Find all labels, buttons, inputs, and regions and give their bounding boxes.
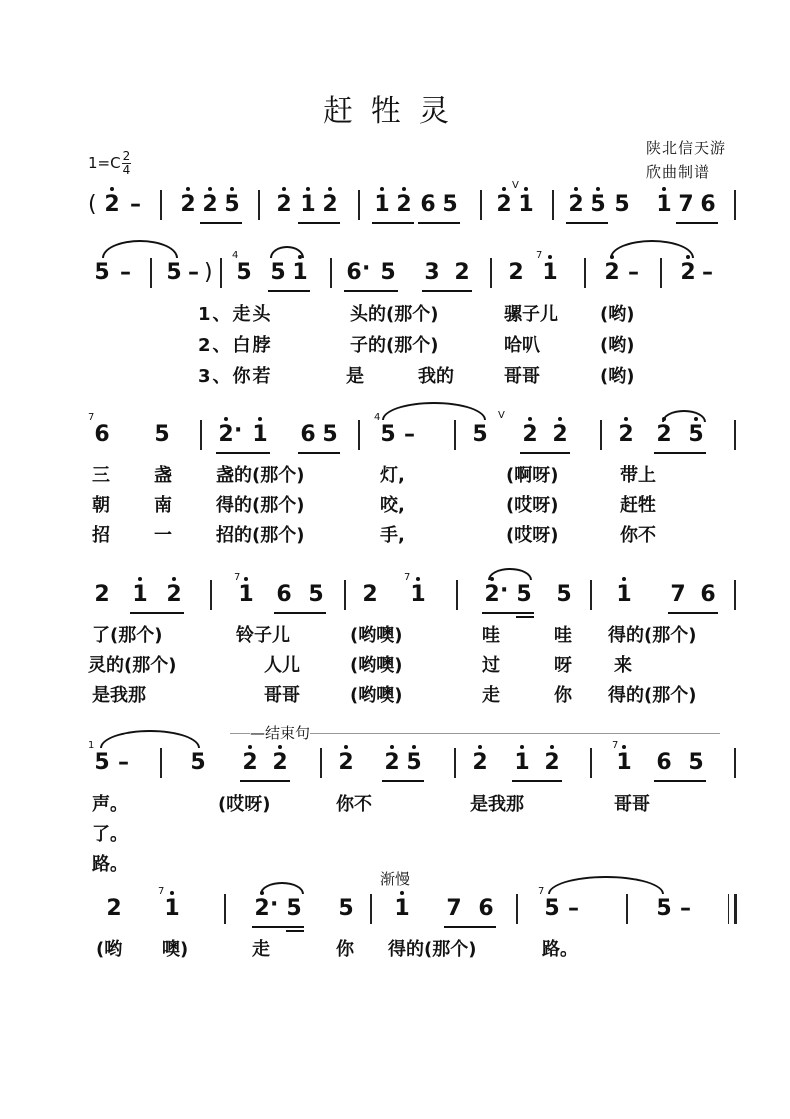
- note: 5: [688, 750, 704, 775]
- lyric: 3、你若: [198, 366, 273, 387]
- breath-mark: V: [498, 410, 505, 421]
- tie-slur: [548, 876, 664, 894]
- lyric: 咬,: [380, 495, 405, 516]
- tie-slur: [610, 240, 694, 258]
- barline: [590, 748, 592, 778]
- note: 2: [470, 750, 490, 776]
- arranger-credit: 欣曲制谱: [646, 163, 711, 181]
- grace-note: 4: [374, 412, 381, 423]
- grace-note: 4: [232, 250, 239, 261]
- barline: [370, 894, 372, 924]
- note: 5: [380, 260, 396, 285]
- lyric: 三: [92, 465, 110, 486]
- lyric: 铃子儿: [236, 625, 290, 646]
- note: 5: [686, 422, 706, 448]
- barline: [320, 748, 322, 778]
- lyric: 盏: [154, 465, 172, 486]
- lyric: (啊呀): [506, 465, 559, 486]
- note: 6: [478, 896, 494, 921]
- note: 1: [162, 896, 182, 922]
- lyric-line-10: [88, 935, 738, 959]
- lyric: 1、走头: [198, 304, 273, 325]
- lyric: 路。: [542, 939, 578, 960]
- lyric: 是我那: [470, 794, 524, 815]
- barline: [490, 258, 492, 288]
- note: 2: [508, 260, 524, 285]
- lyric: 得的(那个): [388, 939, 477, 960]
- notation-row-3: [88, 410, 738, 458]
- note: 2: [336, 750, 356, 776]
- grace-note: 7: [88, 412, 95, 423]
- dot: ·: [362, 256, 371, 281]
- note: 1: [130, 582, 150, 608]
- key-label: 1=C: [88, 154, 121, 172]
- barline: [590, 580, 592, 610]
- note: 6: [656, 750, 672, 775]
- lyric: 你: [554, 685, 572, 706]
- time-numerator: 2: [122, 149, 131, 163]
- verse-line-3: [88, 362, 738, 386]
- dot: ·: [500, 578, 509, 603]
- note: 2: [94, 582, 110, 607]
- barline: [626, 894, 628, 924]
- dash: –: [120, 260, 131, 285]
- barline: [516, 894, 518, 924]
- note: 5: [588, 192, 608, 218]
- lyric: 手,: [380, 525, 405, 546]
- lyric: 招: [92, 525, 110, 546]
- beam-2: [286, 930, 304, 932]
- barline: [728, 894, 729, 924]
- note: 6: [700, 192, 716, 217]
- lyric: (哟噢): [350, 685, 403, 706]
- lyric-line-6: [88, 681, 738, 705]
- barline: [200, 420, 202, 450]
- lyric: 带上: [620, 465, 656, 486]
- note: 1: [654, 192, 674, 218]
- note: 5: [94, 750, 110, 775]
- note: 2: [482, 582, 502, 608]
- lyric: 呀: [554, 655, 572, 676]
- note: 2: [616, 422, 636, 448]
- barline: [454, 748, 456, 778]
- note: 2: [240, 750, 260, 776]
- lyric: 得的(那个): [608, 625, 697, 646]
- note: 1: [614, 582, 634, 608]
- barline: [480, 190, 482, 220]
- note: 3: [424, 260, 440, 285]
- note: 2: [252, 896, 272, 922]
- beam: [654, 780, 706, 782]
- grace-note: 1: [88, 740, 95, 751]
- tie-slur: [382, 402, 486, 420]
- note: 2: [550, 422, 570, 448]
- barline: [224, 894, 226, 924]
- lyric: 头的(那个): [350, 304, 439, 325]
- lyric: 南: [154, 495, 172, 516]
- note: 2: [602, 260, 622, 286]
- beam: [512, 780, 562, 782]
- lyric: 灯,: [380, 465, 405, 486]
- note: 7: [670, 582, 686, 607]
- note: 2: [494, 192, 514, 218]
- note: 5: [190, 750, 206, 775]
- beam: [252, 926, 304, 928]
- lyric: 路。: [92, 854, 128, 875]
- note: 2: [216, 422, 236, 448]
- beam: [130, 612, 184, 614]
- tie-slur: [260, 882, 304, 894]
- lyric: (哟: [96, 939, 123, 960]
- notation-row-5: [88, 740, 738, 786]
- lyric: 了。: [92, 824, 128, 845]
- grace-note: 7: [612, 740, 619, 751]
- lyric: (哎呀): [218, 794, 271, 815]
- lyric-line-4: [88, 621, 738, 645]
- dash: –: [118, 750, 129, 775]
- barline: [160, 748, 162, 778]
- note: 1: [512, 750, 532, 776]
- lyric: 哥哥: [614, 794, 650, 815]
- lyric: 你: [336, 939, 354, 960]
- paren-close: ): [204, 260, 213, 285]
- note: 2: [654, 422, 674, 448]
- lyric-line-7: [88, 790, 738, 814]
- note: 2: [164, 582, 184, 608]
- barline: [660, 258, 662, 288]
- note: 5: [322, 422, 338, 447]
- beam: [676, 222, 718, 224]
- note: 1: [540, 260, 560, 286]
- beam: [520, 452, 570, 454]
- note: 1: [614, 750, 634, 776]
- verse-line-2: [88, 331, 738, 355]
- note: 5: [270, 260, 286, 285]
- lyric-line-5: [88, 651, 738, 675]
- song-title: 赶牲灵: [323, 94, 467, 129]
- lyric-line-8: [88, 820, 738, 844]
- beam: [668, 612, 718, 614]
- dash: –: [188, 260, 199, 285]
- lyric: 噢): [162, 939, 189, 960]
- lyric: 是: [346, 366, 364, 387]
- dash: –: [130, 192, 141, 217]
- grace-note: 7: [234, 572, 241, 583]
- dash: –: [628, 260, 639, 285]
- note: 5: [556, 582, 572, 607]
- lyric: 得的(那个): [216, 495, 305, 516]
- lyric: 赶牲: [620, 495, 656, 516]
- note: 6: [300, 422, 316, 447]
- key-signature: [88, 150, 131, 177]
- note: 5: [614, 192, 630, 217]
- grace-note: 7: [536, 250, 543, 261]
- note: 2: [454, 260, 470, 285]
- lyric: 哥哥: [504, 366, 540, 387]
- tempo-mark: 渐慢: [380, 870, 411, 888]
- barline: [734, 190, 736, 220]
- origin-credit: 陕北信天游: [646, 139, 727, 157]
- tie-slur: [662, 410, 706, 422]
- lyric: 声。: [92, 794, 128, 815]
- beam: [240, 780, 290, 782]
- lyric: (哟噢): [350, 625, 403, 646]
- dash: –: [680, 896, 691, 921]
- dot: ·: [234, 418, 243, 443]
- lyric: (哎呀): [506, 525, 559, 546]
- note: 5: [222, 192, 242, 218]
- barline: [160, 190, 162, 220]
- note: 2: [362, 582, 378, 607]
- beam: [298, 222, 340, 224]
- breath-mark: V: [512, 180, 519, 191]
- beam: [382, 780, 424, 782]
- note: 5: [286, 896, 302, 921]
- barline: [600, 420, 602, 450]
- beam: [482, 612, 534, 614]
- beam: [654, 452, 706, 454]
- lyric: (哟): [600, 335, 635, 356]
- lyric: 哈叭: [504, 335, 540, 356]
- verse-line-1: [88, 300, 738, 324]
- lyric: 是我那: [92, 685, 146, 706]
- lyric-line-9: [88, 850, 738, 874]
- note: 2: [678, 260, 698, 286]
- note: 2: [106, 896, 122, 921]
- barline: [344, 580, 346, 610]
- beam: [298, 452, 340, 454]
- ending-label: —结束句: [250, 724, 311, 742]
- lyric: (哟): [600, 366, 635, 387]
- note: 5: [656, 896, 672, 921]
- beam: [216, 452, 270, 454]
- tie-slur: [488, 568, 532, 580]
- beam-2: [516, 616, 534, 618]
- lyric: 哇: [482, 625, 500, 646]
- beam: [422, 290, 472, 292]
- lyric-line-1: [88, 461, 738, 485]
- lyric-line-3: [88, 521, 738, 545]
- note: 1: [516, 192, 536, 218]
- paren-open: (: [88, 192, 97, 217]
- grace-note: 7: [158, 886, 165, 897]
- time-signature: [122, 150, 132, 177]
- lyric: 我的: [418, 366, 454, 387]
- grace-note: 7: [404, 572, 411, 583]
- note: 6: [420, 192, 436, 217]
- lyric: 2、白脖: [198, 335, 273, 356]
- note: 2: [382, 750, 402, 776]
- note: 5: [516, 582, 532, 607]
- note: 2: [102, 192, 122, 218]
- dash: –: [404, 422, 415, 447]
- note: 1: [290, 260, 310, 286]
- note: 6: [94, 422, 110, 447]
- lyric: 盏的(那个): [216, 465, 305, 486]
- note: 2: [520, 422, 540, 448]
- note: 2: [320, 192, 340, 218]
- lyric: 来: [614, 655, 632, 676]
- notation-row-4: [88, 572, 738, 618]
- lyric: 哥哥: [264, 685, 300, 706]
- beam: [274, 612, 326, 614]
- lyric: 哇: [554, 625, 572, 646]
- note: 1: [298, 192, 318, 218]
- lyric: 得的(那个): [608, 685, 697, 706]
- note: 5: [154, 422, 170, 447]
- note: 2: [394, 192, 414, 218]
- note: 6: [346, 260, 362, 285]
- note: 7: [446, 896, 462, 921]
- beam: [268, 290, 310, 292]
- note: 5: [380, 422, 396, 447]
- barline: [150, 258, 152, 288]
- note: 1: [250, 422, 270, 448]
- barline: [552, 190, 554, 220]
- lyric: 子的(那个): [350, 335, 439, 356]
- note: 2: [274, 192, 294, 218]
- dot: ·: [270, 892, 279, 917]
- lyric: (哎呀): [506, 495, 559, 516]
- ending-line: [230, 733, 250, 734]
- barline: [358, 420, 360, 450]
- lyric: 一: [154, 525, 172, 546]
- beam: [418, 222, 460, 224]
- barline: [734, 420, 736, 450]
- note: 2: [178, 192, 198, 218]
- barline: [358, 190, 360, 220]
- note: 1: [408, 582, 428, 608]
- barline: [734, 580, 736, 610]
- note: 2: [200, 192, 220, 218]
- grace-note: 7: [538, 886, 545, 897]
- note: 5: [308, 582, 324, 607]
- dash: –: [702, 260, 713, 285]
- note: 5: [94, 260, 110, 285]
- note: 2: [542, 750, 562, 776]
- time-denominator: 4: [122, 163, 131, 177]
- lyric: 你不: [336, 794, 372, 815]
- beam: [372, 222, 414, 224]
- lyric: (哟): [600, 304, 635, 325]
- barline: [456, 580, 458, 610]
- note: 6: [276, 582, 292, 607]
- beam: [344, 290, 398, 292]
- final-barline: [734, 894, 737, 924]
- note: 5: [166, 260, 182, 285]
- lyric: 招的(那个): [216, 525, 305, 546]
- lyric: (哟噢): [350, 655, 403, 676]
- note: 5: [442, 192, 458, 217]
- beam: [444, 926, 496, 928]
- barline: [210, 580, 212, 610]
- barline: [454, 420, 456, 450]
- note: 1: [392, 896, 412, 922]
- notation-row-6: [88, 886, 738, 932]
- barline: [330, 258, 332, 288]
- note: 1: [372, 192, 392, 218]
- note: 6: [700, 582, 716, 607]
- note: 2: [270, 750, 290, 776]
- note: 7: [678, 192, 694, 217]
- lyric: 朝: [92, 495, 110, 516]
- lyric: 走: [252, 939, 270, 960]
- lyric: 走: [482, 685, 500, 706]
- tie-slur: [102, 240, 178, 258]
- beam: [566, 222, 608, 224]
- barline: [258, 190, 260, 220]
- lyric: 了(那个): [92, 625, 163, 646]
- note: 1: [236, 582, 256, 608]
- dash: –: [568, 896, 579, 921]
- note: 5: [338, 896, 354, 921]
- note: 5: [404, 750, 424, 776]
- lyric: 人儿: [264, 655, 300, 676]
- beam: [200, 222, 242, 224]
- barline: [734, 748, 736, 778]
- note: 5: [236, 260, 252, 285]
- notation-row-2: [88, 250, 738, 296]
- barline: [584, 258, 586, 288]
- notation-row-1: [88, 180, 738, 228]
- note: 5: [544, 896, 560, 921]
- ending-line: [310, 733, 720, 734]
- note: 5: [472, 422, 488, 447]
- lyric: 灵的(那个): [88, 655, 177, 676]
- tie-slur: [100, 730, 200, 748]
- lyric-line-2: [88, 491, 738, 515]
- lyric: 你不: [620, 525, 656, 546]
- lyric: 过: [482, 655, 500, 676]
- barline: [220, 258, 222, 288]
- lyric: 骡子儿: [504, 304, 558, 325]
- note: 2: [566, 192, 586, 218]
